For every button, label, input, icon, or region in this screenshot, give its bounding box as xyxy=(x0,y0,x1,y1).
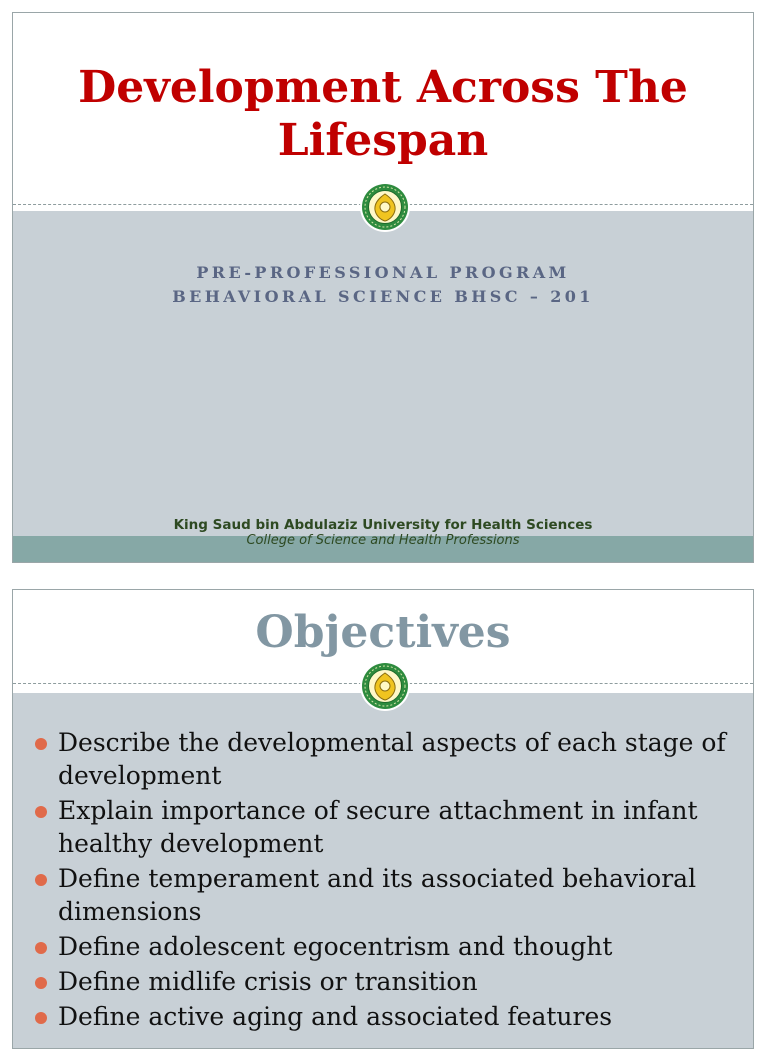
list-item xyxy=(35,794,739,860)
list-item xyxy=(35,1000,739,1033)
list-item-text: Define adolescent egocentrism and thought xyxy=(58,932,613,961)
university-name: King Saud bin Abdulaziz University for Health Sciences xyxy=(173,517,593,533)
list-item xyxy=(35,930,739,963)
list-item xyxy=(35,726,739,792)
university-seal-icon xyxy=(359,660,411,712)
title-slide xyxy=(12,12,754,563)
bullet-icon xyxy=(35,977,47,989)
list-item-text: Define midlife crisis or transition xyxy=(58,967,478,996)
list-item-text: Explain importance of secure attachment in infant healthy development xyxy=(58,796,698,858)
bullet-icon xyxy=(35,942,47,954)
title-area xyxy=(13,13,753,206)
list-item xyxy=(35,862,739,928)
objectives-list xyxy=(35,726,739,1035)
slide-title: Objectives xyxy=(255,607,511,658)
list-item-text: Describe the developmental aspects of each stage of development xyxy=(58,728,726,790)
university-block xyxy=(13,517,753,549)
slide-title: Development Across The Lifespan xyxy=(78,62,688,166)
bullet-icon xyxy=(35,1012,47,1024)
objectives-slide xyxy=(12,589,754,1049)
list-item-text: Define active aging and associated features xyxy=(58,1002,613,1031)
bullet-icon xyxy=(35,738,47,750)
university-seal-icon xyxy=(359,181,411,233)
bullet-icon xyxy=(35,806,47,818)
subtitle xyxy=(13,261,753,309)
subtitle-course: BEHAVIORAL SCIENCE BHSC – 201 xyxy=(172,287,594,306)
list-item xyxy=(35,965,739,998)
list-item-text: Define temperament and its associated behavioral dimensions xyxy=(58,864,697,926)
subtitle-program: PRE-PROFESSIONAL PROGRAM xyxy=(196,263,570,282)
bullet-icon xyxy=(35,874,47,886)
college-name: College of Science and Health Professions xyxy=(246,533,520,548)
